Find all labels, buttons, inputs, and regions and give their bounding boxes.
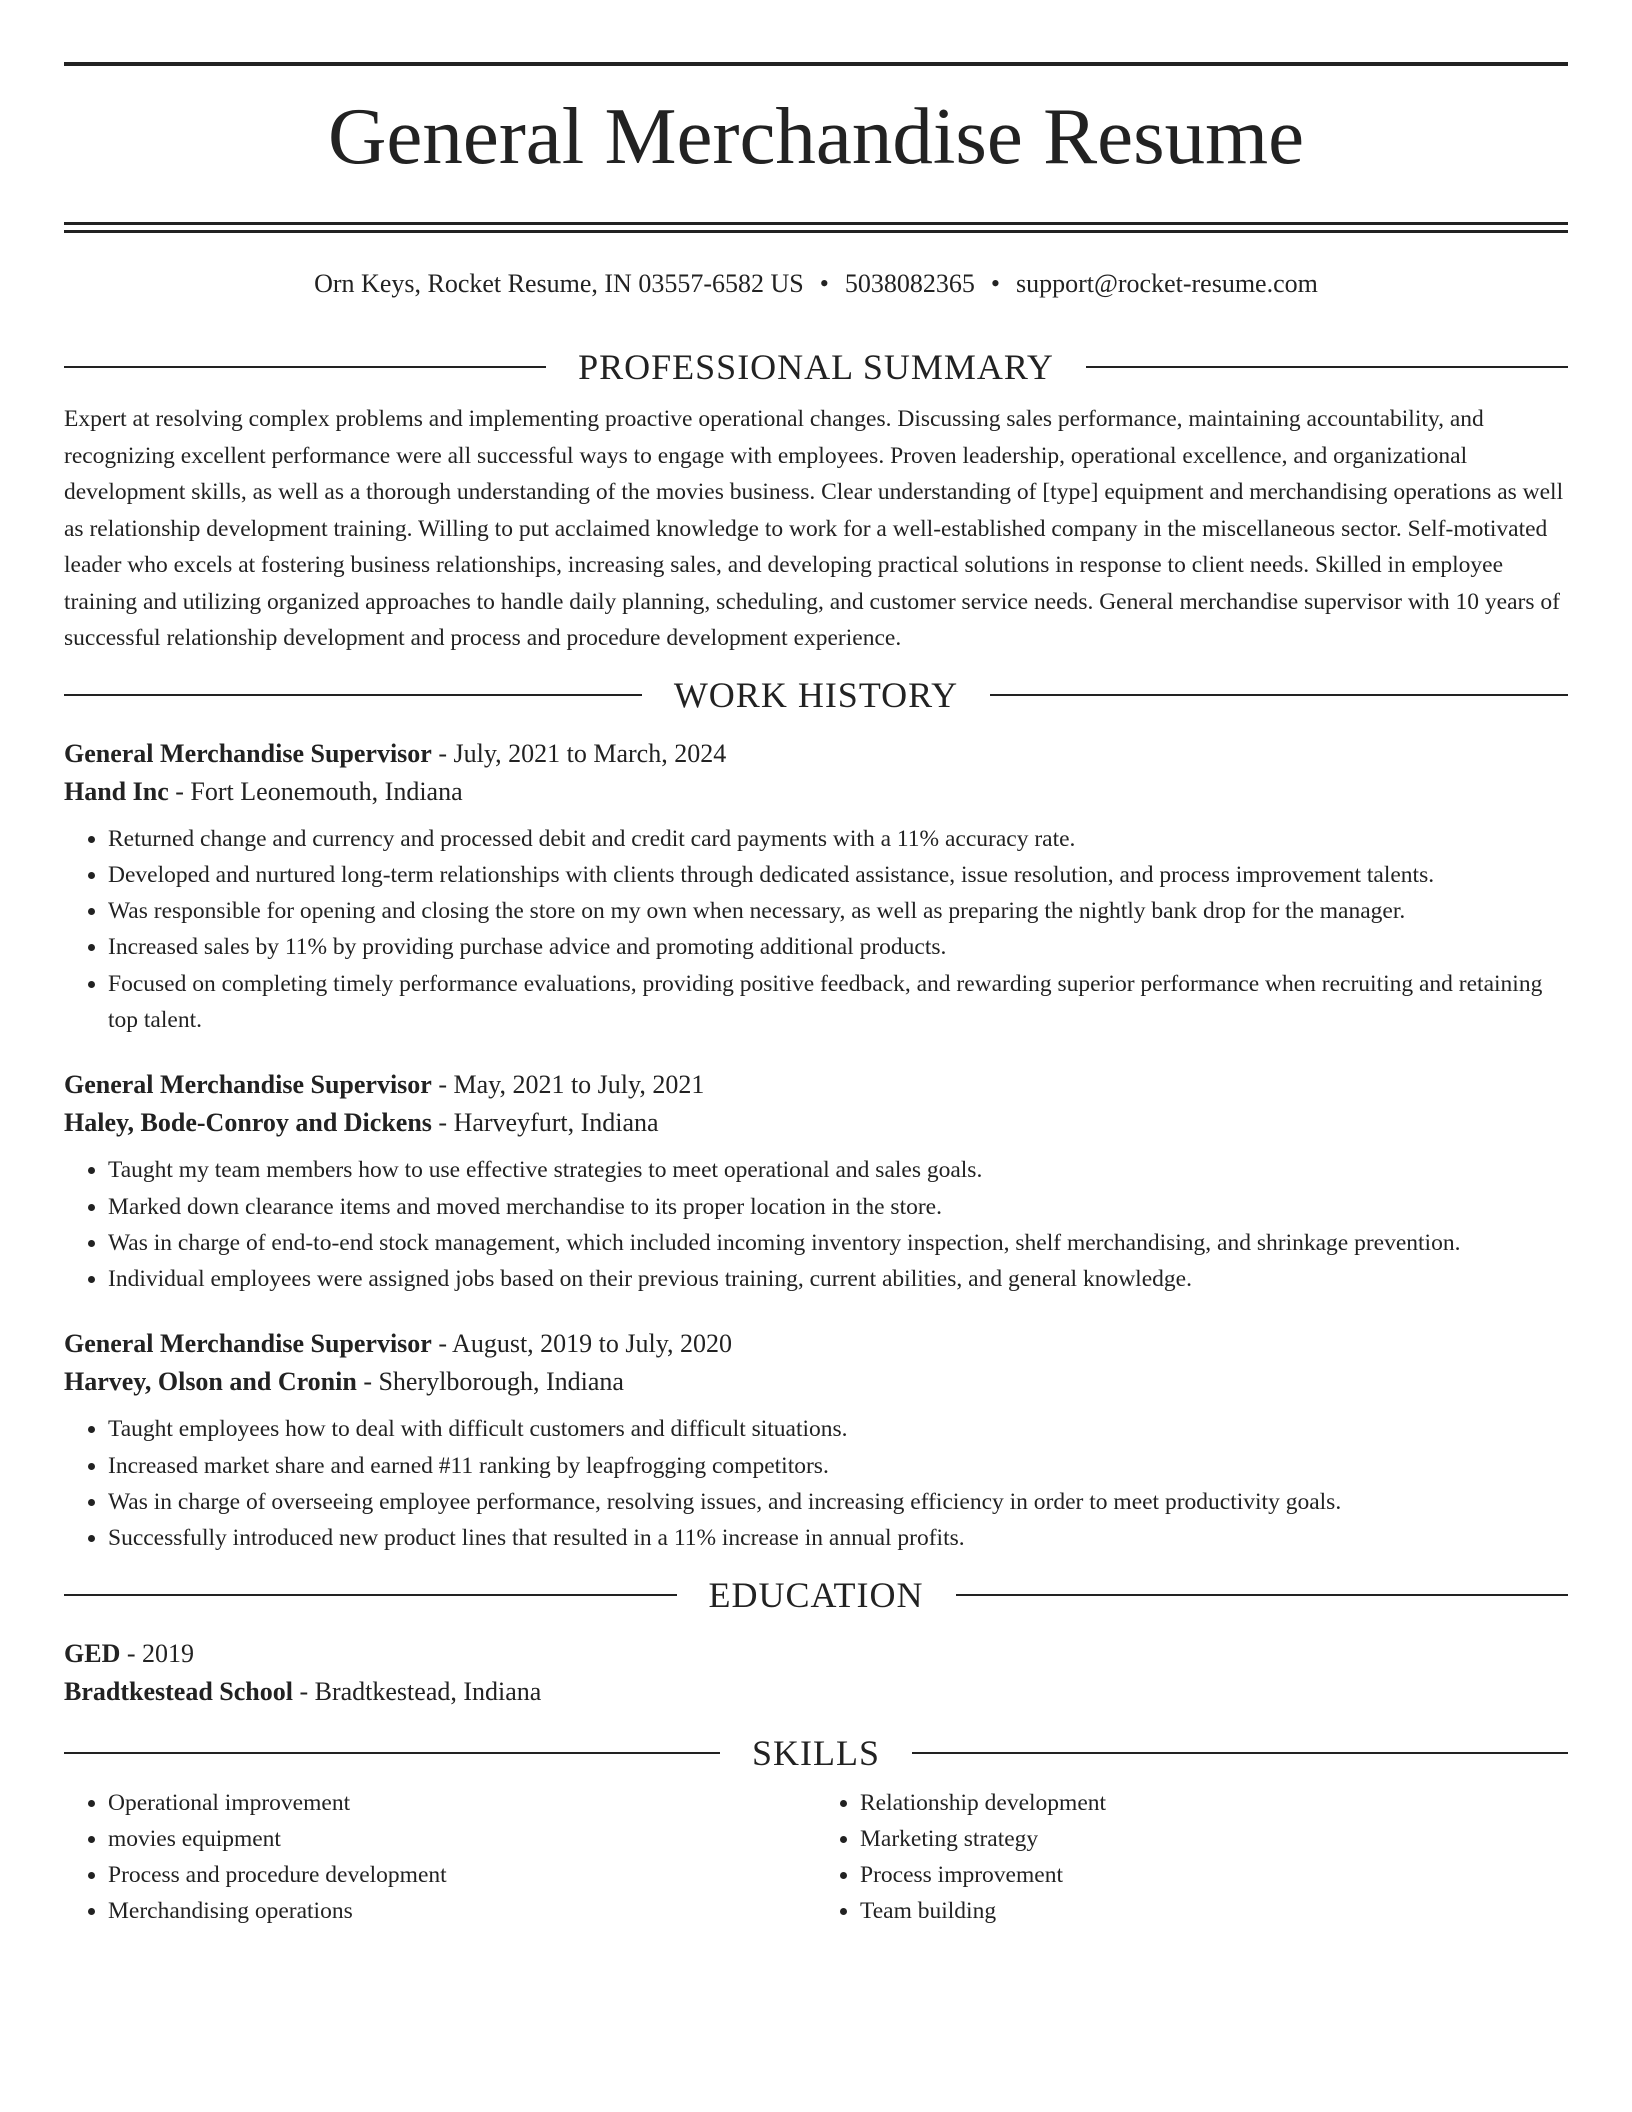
list-item: • Increased market share and earned #11 ranking by leapfrogging competitors. — [108, 1448, 1568, 1484]
section-header-skills — [64, 1733, 1568, 1773]
education-school: Bradtkestead School — [64, 1676, 293, 1706]
job-bullets — [64, 1411, 1568, 1556]
contact-separator: • — [990, 269, 1000, 298]
education-degree: GED — [64, 1638, 121, 1668]
education-year: - 2019 — [120, 1638, 195, 1668]
job-location: - Sherylborough, Indiana — [356, 1367, 624, 1397]
section-title: WORK HISTORY — [673, 674, 959, 715]
list-item: • Was in charge of end-to-end stock management, which included incoming inventory inspection, shelf merchandising, and shrinkage prevention. — [108, 1225, 1568, 1261]
section-header-work-history — [64, 675, 1568, 715]
job-dates: - July, 2021 to March, 2024 — [431, 738, 727, 768]
section-rule — [64, 1752, 720, 1754]
job-company-line — [64, 1104, 1568, 1142]
skills-column-right — [816, 1785, 1568, 1929]
job-title: General Merchandise Supervisor — [64, 1329, 432, 1359]
skill-item: • Relationship development — [860, 1785, 1568, 1821]
job-dates: - May, 2021 to July, 2021 — [431, 1070, 705, 1100]
job-title-line — [64, 1325, 1568, 1363]
section-header-education — [64, 1575, 1568, 1615]
job-title-line — [64, 735, 1568, 773]
title-double-rule — [64, 222, 1568, 233]
job-entry — [64, 1066, 1568, 1297]
section-title: SKILLS — [752, 1732, 881, 1773]
section-header-summary — [64, 347, 1568, 387]
job-company: Harvey, Olson and Cronin — [64, 1367, 357, 1397]
education-school-line — [64, 1673, 1568, 1711]
section-rule — [64, 366, 546, 368]
list-item: • Returned change and currency and processed debit and credit card payments with a 11% accuracy rate. — [108, 821, 1568, 857]
list-item: • Developed and nurtured long-term relationships with clients through dedicated assistance, issue resolution, and process improvement talents. — [108, 857, 1568, 893]
contact-separator: • — [819, 269, 829, 298]
list-item: • Was in charge of overseeing employee performance, resolving issues, and increasing efficiency in order to meet productivity goals. — [108, 1484, 1568, 1520]
section-rule — [912, 1752, 1568, 1754]
list-item: • Increased sales by 11% by providing purchase advice and promoting additional products. — [108, 929, 1568, 965]
skills-list — [64, 1785, 1568, 1929]
resume-page — [64, 62, 1568, 1929]
job-entry — [64, 1325, 1568, 1556]
job-company: Haley, Bode-Conroy and Dickens — [64, 1108, 432, 1138]
list-item: • Was responsible for opening and closing the store on my own when necessary, as well as preparing the nightly bank drop for the manager. — [108, 893, 1568, 929]
list-item: • Individual employees were assigned jobs based on their previous training, current abilities, and general knowledge. — [108, 1261, 1568, 1297]
list-item: • Marked down clearance items and moved merchandise to its proper location in the store. — [108, 1189, 1568, 1225]
summary-paragraph: Expert at resolving complex problems and implementing proactive operational changes. Discussing sales performance, maintaining accountability, and recognizing excellent performance were all successful ways to engage with employees. Proven leadership, operational excellence, and organizational development skills, as well as a thorough understanding of the movies business. Clear understanding of [type] equipment and merchandising operations as well as relationship development training. Willing to put acclaimed knowledge to work for a well-established company in the miscellaneous sector. Self-motivated leader who excels at fostering business relationships, increasing sales, and developing practical solutions in response to client needs. Skilled in employee training and utilizing organized approaches to handle daily planning, scheduling, and customer service needs. General merchandise supervisor with 10 years of successful relationship development and process and procedure development experience. — [64, 406, 1564, 651]
list-item: • Successfully introduced new product lines that resulted in a 11% increase in annual profits. — [108, 1520, 1568, 1556]
skill-item: • movies equipment — [108, 1821, 816, 1857]
job-location: - Fort Leonemouth, Indiana — [168, 776, 463, 806]
skill-item: • Merchandising operations — [108, 1893, 816, 1929]
contact-line — [64, 269, 1568, 303]
job-entry — [64, 735, 1568, 1039]
skill-item: • Process improvement — [860, 1857, 1568, 1893]
contact-email: support@rocket-resume.com — [1015, 269, 1318, 298]
section-rule — [1086, 366, 1568, 368]
section-rule — [64, 1594, 677, 1596]
skill-item: • Team building — [860, 1893, 1568, 1929]
job-title-line — [64, 1066, 1568, 1104]
skill-item: • Marketing strategy — [860, 1821, 1568, 1857]
section-rule — [956, 1594, 1569, 1596]
skill-item: • Operational improvement — [108, 1785, 816, 1821]
contact-phone: 5038082365 — [844, 269, 975, 298]
resume-title: General Merchandise Resume — [327, 91, 1305, 181]
list-item: • Focused on completing timely performance evaluations, providing positive feedback, and rewarding superior performance when recruiting and retaining top talent. — [108, 966, 1568, 1039]
job-title: General Merchandise Supervisor — [64, 1070, 432, 1100]
section-title: PROFESSIONAL SUMMARY — [578, 347, 1054, 387]
list-item: • Taught my team members how to use effective strategies to meet operational and sales goals. — [108, 1152, 1568, 1188]
section-title: EDUCATION — [708, 1574, 924, 1615]
job-company: Hand Inc — [64, 776, 169, 806]
job-title: General Merchandise Supervisor — [64, 738, 432, 768]
contact-address: Orn Keys, Rocket Resume, IN 03557-6582 US — [314, 269, 804, 298]
job-company-line — [64, 1363, 1568, 1401]
section-rule — [64, 694, 642, 696]
section-rule — [990, 694, 1568, 696]
job-location: - Harveyfurt, Indiana — [431, 1108, 659, 1138]
list-item: • Taught employees how to deal with difficult customers and difficult situations. — [108, 1411, 1568, 1447]
job-bullets — [64, 821, 1568, 1039]
skill-item: • Process and procedure development — [108, 1857, 816, 1893]
job-bullets — [64, 1152, 1568, 1297]
education-entry — [64, 1635, 1568, 1711]
education-location: - Bradtkestead, Indiana — [292, 1676, 542, 1706]
job-dates: - August, 2019 to July, 2020 — [431, 1329, 733, 1359]
education-degree-line — [64, 1635, 1568, 1673]
skills-column-left — [64, 1785, 816, 1929]
job-company-line — [64, 773, 1568, 811]
